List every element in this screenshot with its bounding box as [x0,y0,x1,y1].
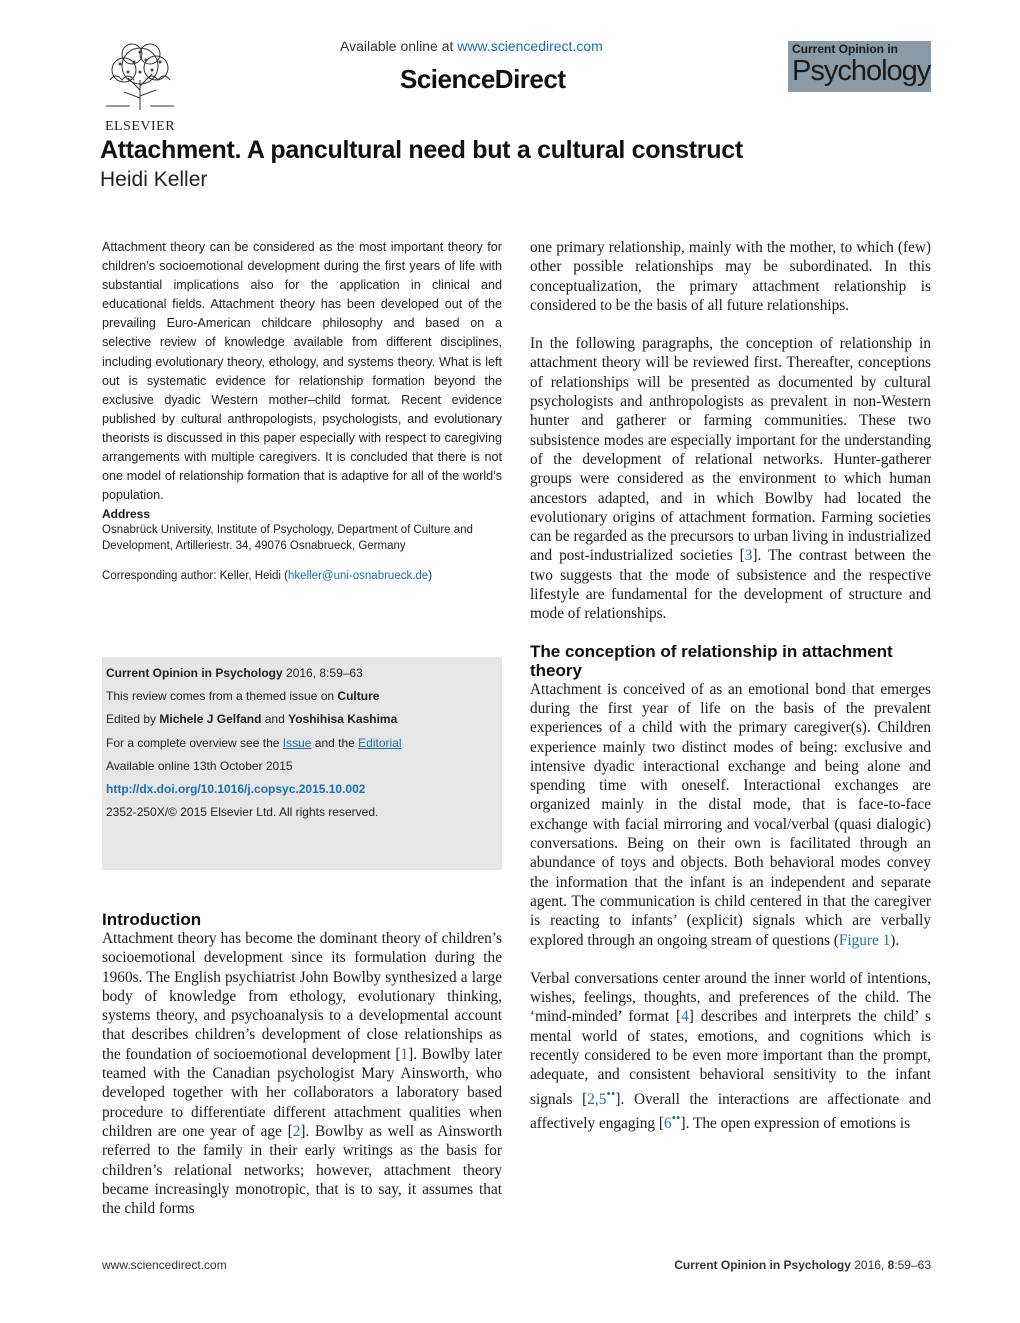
right-p2-text-a: In the following paragraphs, the conception of relationship in attachment theory will be reviewed first. Thereafter, conceptions of relationships will be presented as documented by cultural psychologists and anthropologists as prevalent in non-Western hunter and gatherer or farming communities. These two subsistence modes are especially important for the understanding of the development of relational networks. Hunter-gatherer groups were considered as the environment to which human ancestors adapted, and in which Bowlby had located the evolutionary origins of attachment formation. Farming societies can be regarded as the precursors to urban living in industrialized and post-industrialized societies [ [530,335,931,565]
info-available-date: Available online 13th October 2015 [106,758,293,773]
address-text: Osnabrück University, Institute of Psychology, Department of Culture and Development, Artilleriestr. 34, 49076 Osnabrueck, Germany [102,524,473,553]
editorial-link[interactable]: Editorial [358,735,402,750]
info-overview [106,732,498,755]
citation-ref-2[interactable]: 2 [292,1122,301,1140]
corresponding-author [102,568,502,584]
journal-badge-main: Psychology [792,55,931,87]
attachment-conception-heading: The conception of relationship in attachment theory [530,641,893,680]
recommended-marker-1: •• [606,1086,616,1101]
info-theme-name: Culture [337,689,380,704]
info-theme-prefix: This review comes from a themed issue on [106,689,338,704]
elsevier-logo [100,40,180,134]
corresponding-prefix: Corresponding author: Keller, Heidi ( [102,570,289,583]
info-overview-prefix: For a complete overview see the [106,735,283,750]
info-copyright: 2352-250X/© 2015 Elsevier Ltd. All rights reserved. [106,805,379,820]
footer-citation-prefix: 2016, [850,1258,888,1272]
issue-link[interactable]: Issue [282,735,312,750]
article-info-box [102,657,502,870]
footer-website[interactable]: www.sciencedirect.com [102,1258,227,1272]
footer-journal: Current Opinion in Psychology [674,1258,851,1272]
left-column [102,238,502,584]
info-edited-prefix: Edited by [106,712,160,727]
corresponding-suffix: ) [428,570,433,583]
info-editor-2: Yoshihisa Kashima [288,712,398,727]
right-p2-text-b: ]. The contrast between the two suggests that the mode of subsistence and the respective lifestyle are fundamental for the development of structure and mode of relationships. [530,547,931,623]
footer-pages: :59–63 [894,1258,931,1272]
footer-volume: 8 [887,1258,895,1272]
right-p3-text-b: ). [890,931,900,949]
right-p4-text-d: ]. The open expression of emotions is [680,1115,911,1133]
citation-ref-6[interactable]: 6 [663,1115,672,1133]
recommended-marker-2: •• [671,1110,681,1125]
intro-text-a: Attachment theory has become the dominant theory of children’s socioemotional development since its formulation during the 1960s. The English psychiatrist John Bowlby synthesized a large body of knowledge from ethology, evolutionary thinking, systems theory, and psychoanalysis to a developmental account that describes children’s development of close relationships as the foundation of socioemotional development [ [102,930,502,1063]
sciencedirect-link[interactable]: www.sciencedirect.com [457,38,603,54]
right-paragraph-1: one primary relationship, mainly with the mother, to which (few) other possible relationships may be subordinated. In this conceptualization, the primary attachment relationship is considered to be the basis of all future relationships. [530,239,931,314]
citation-ref-3[interactable]: 3 [744,547,753,565]
info-theme [106,685,498,708]
introduction-section [102,910,502,1218]
right-p4-text-a: Verbal conversations center around the inner world of intentions, wishes, feelings, thoughts, and preferences of the child. The ‘mind-minded’ format [ [530,969,931,1026]
abstract: Attachment theory can be considered as the most important theory for children’s socioemotional development during the first years of life with substantial implications also for the application in clinical and educational fields. Attachment theory has been developed out of the prevailing Euro-American childcare philosophy and based on a selective review of knowledge available from different disciplines, including evolutionary theory, ethology, and systems theory. What is left out is systematic evidence for relationship formation beyond the exclusive dyadic Western mother–child format. Recent evidence published by cultural anthropologists, psychologists, and evolutionary theorists is discussed in this paper especially with respect to caregiving arrangements with multiple caregivers. It is concluded that there is not one model of relationship formation that is adaptive for all of the world’s population. [102,240,502,503]
article-title: Attachment. A pancultural need but a cultural construct [100,136,743,164]
figure-1-link[interactable]: Figure 1 [838,931,891,949]
citation-ref-1[interactable]: 1 [400,1045,409,1063]
right-p4-text-c: ]. Overall the interactions are affectionate and affectively engaging [ [530,1090,931,1133]
info-edited-and: and [261,712,289,727]
right-paragraph-4 [530,969,931,1134]
sciencedirect-wordmark: ScienceDirect [400,64,566,94]
right-p3-text-a: Attachment is conceived of as an emotional bond that emerges during the first year of life on the basis of the prevalent experiences of a child with the primary caregiver(s). Children experience mainly two distinct modes of being: exclusive and intensive dyadic interactional exchange and being alone and spending time with oneself. Interactional exchanges are organized mainly in the distal mode, that is face-to-face exchange with facial mirroring and vocal/verbal (quasi dialogic) conversations. Being on their own is facilitated through an abundance of toys and objects. Both behavioral modes convey the information that the infant is an independent and separate agent. The communication is child centered in that the caregiver is reacting to infants’ (explicit) signals which are verbally explored through an ongoing stream of questions ( [530,680,931,949]
introduction-heading: Introduction [102,910,202,929]
right-column [530,238,931,1133]
introduction-paragraph [102,929,502,1218]
info-overview-and: and the [311,735,359,750]
elsevier-wordmark: ELSEVIER [104,119,176,134]
author-email-link[interactable]: hkeller@uni-osnabrueck.de [288,570,429,583]
intro-text-b: ]. Bowlby later teamed with the Canadian psychologist Mary Ainsworth, who developed together with her collaborators a laboratory based procedure to differentiate different attachment qualities when children are one year of age [ [102,1045,503,1140]
info-editors [106,708,498,731]
right-p4-text-b: ] describes and interprets the child’ s mental world of states, emotions, and cognitions which is recently considered to be even more important than the prompt, adequate, and consistent behavioral sensitivity to the infant signals [ [530,1008,931,1108]
intro-text-c: ]. Bowlby as well as Ainsworth referred to the family in their early writings as the basis for children’s relational networks; however, attachment theory became increasingly monotropic, that is to say, it assumes that the child forms [102,1122,502,1218]
info-citation [106,662,498,685]
journal-badge [788,41,931,92]
citation-ref-2-5[interactable]: 2,5 [587,1090,607,1108]
info-citation-text: 2016, 8:59–63 [282,666,363,680]
info-editor-1: Michele J Gelfand [159,712,262,727]
footer-citation [674,1258,931,1272]
available-online-line [340,38,603,54]
journal-badge-top: Current Opinion in [792,42,898,56]
info-journal: Current Opinion in Psychology [106,666,283,680]
address-heading: Address [102,507,151,522]
citation-ref-4[interactable]: 4 [681,1008,689,1026]
available-prefix: Available online at [340,38,458,54]
article-author: Heidi Keller [100,168,208,191]
right-paragraph-2 [530,334,931,623]
doi-link[interactable]: http://dx.doi.org/10.1016/j.copsyc.2015.10.002 [106,782,366,797]
right-paragraph-3 [530,680,931,950]
elsevier-tree-icon [100,40,180,112]
